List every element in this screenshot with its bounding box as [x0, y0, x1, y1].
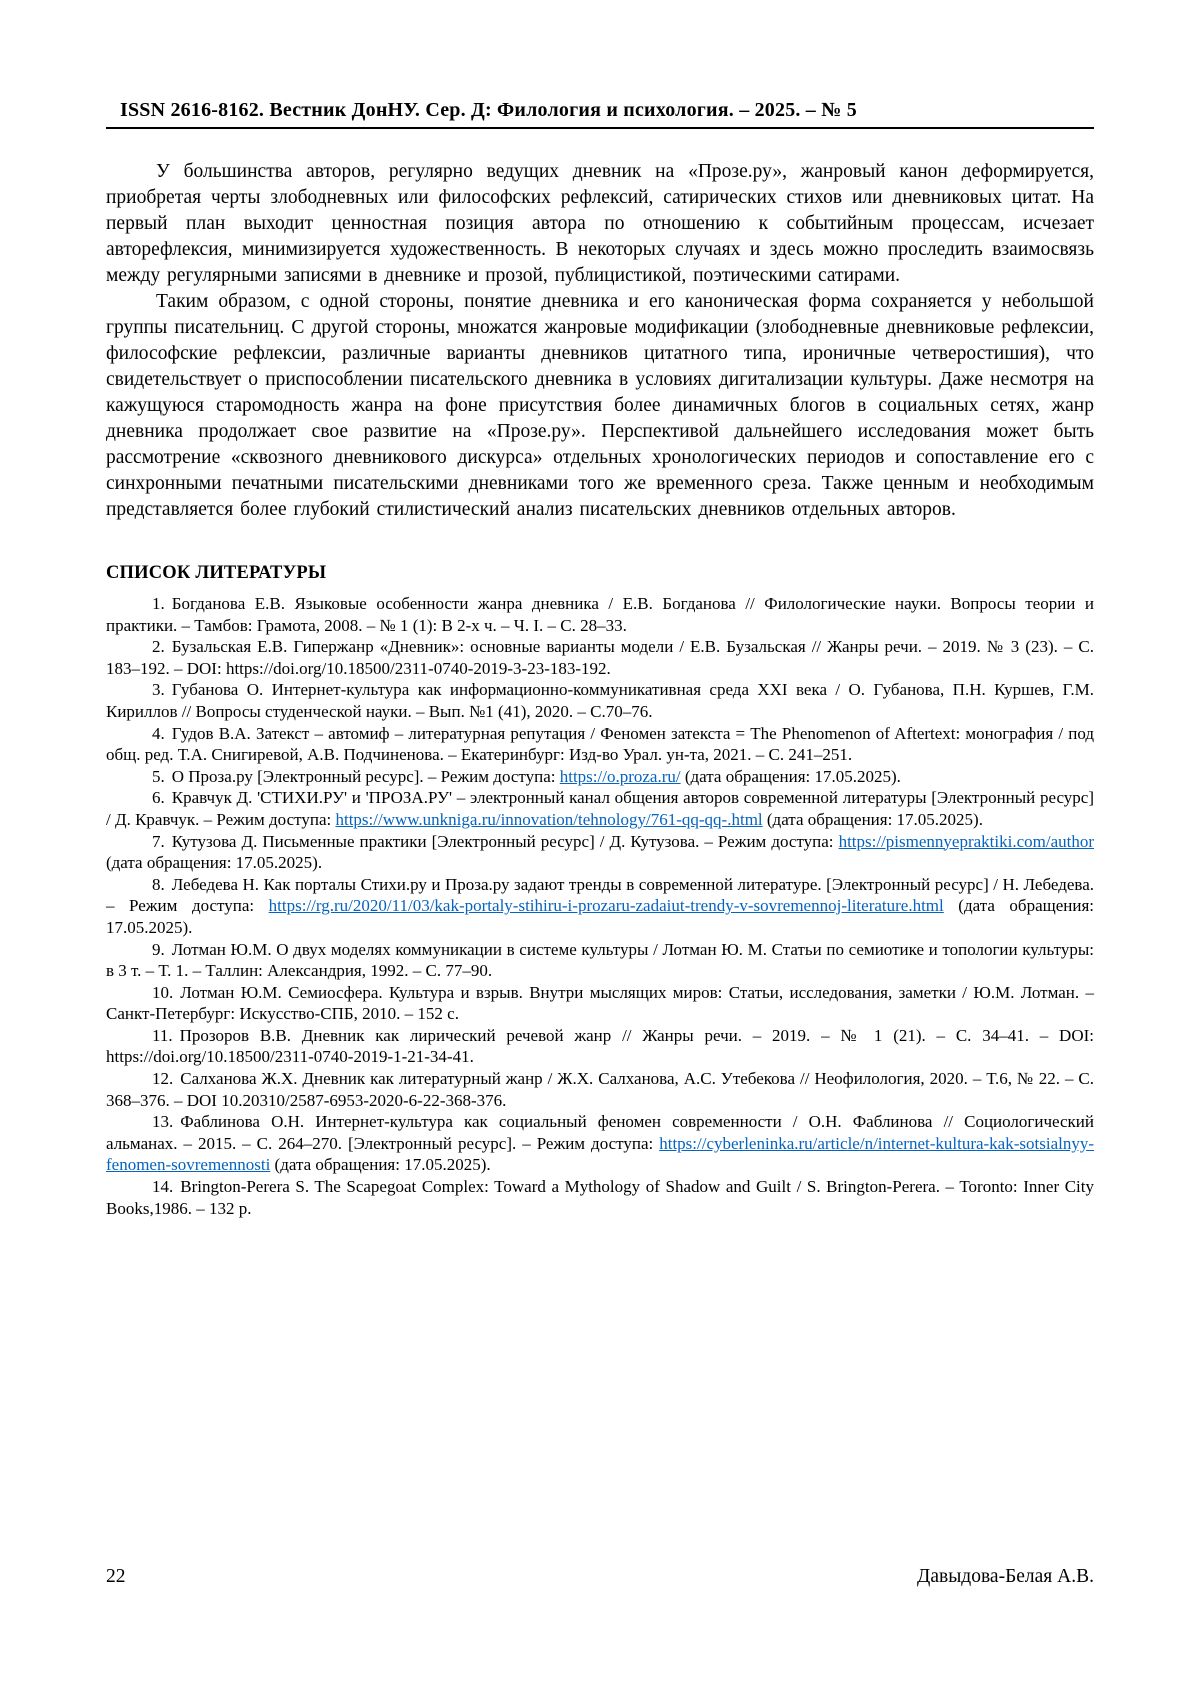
reference-item — [106, 831, 1094, 874]
reference-number: 6. — [152, 788, 165, 808]
reference-number: 10. — [152, 982, 174, 1002]
reference-text: Кутузова Д. Письменные практики [Электронный ресурс] / Д. Кутузова. – Режим доступа: — [171, 831, 839, 851]
reference-item — [106, 874, 1094, 939]
references-heading: СПИСОК ЛИТЕРАТУРЫ — [106, 563, 327, 583]
reference-number: 3. — [152, 680, 165, 700]
reference-item — [106, 1068, 1094, 1111]
reference-text: Гудов В.А. Затекст – автомиф – литературная репутация / Феномен затекста = The Phenomenon of Aftertext: монография / под общ. ред. Т.А. Снигиревой, А.В. Подчиненова. – Екатеринбург: Изд-во Урал. ун-та, 2021. – С. 241–251. — [106, 723, 1094, 765]
reference-number: 2. — [152, 637, 165, 657]
reference-item — [106, 1025, 1094, 1068]
reference-number: 12. — [152, 1069, 174, 1089]
reference-item — [106, 1176, 1094, 1219]
reference-text: (дата обращения: 17.05.2025). — [270, 1155, 491, 1175]
reference-text: Бузальская Е.В. Гипержанр «Дневник»: основные варианты модели / Е.В. Бузальская // Жанры речи. – 2019. № 3 (23). – С. 183–192. – DOI: https://doi.org/10.18500/2311-0740-2019-3-23-183-192. — [106, 637, 1094, 678]
reference-number: 9. — [152, 939, 165, 959]
reference-item — [106, 723, 1094, 766]
reference-link[interactable]: https://o.proza.ru/ — [559, 766, 681, 786]
reference-item — [106, 593, 1094, 636]
reference-item — [106, 982, 1094, 1025]
reference-text: Лотман Ю.М. О двух моделях коммуникации в системе культуры / Лотман Ю. М. Статьи по семиотике и топологии культуры: в 3 т. – Т. 1. – Таллин: Александрия, 1992. – С. 77–90. — [106, 939, 1094, 981]
reference-link[interactable]: https://www.unkniga.ru/innovation/tehnology/761-qq-qq-.html — [335, 809, 763, 829]
reference-text: Кравчук Д. 'СТИХИ.РУ' и 'ПРОЗА.РУ' – электронный канал общения авторов современной литературы [Электронный ресурс] / Д. Кравчук. – Режим доступа: — [106, 788, 1094, 829]
reference-link[interactable]: https://rg.ru/2020/11/03/kak-portaly-stihiru-i-prozaru-zadaiut-trendy-v-sovremennoj-literature.html — [268, 896, 944, 916]
reference-number: 1. — [152, 594, 165, 613]
reference-number: 14. — [152, 1177, 174, 1197]
page-number: 22 — [106, 1566, 126, 1587]
reference-text: (дата обращения: 17.05.2025). — [106, 853, 323, 873]
journal-header — [106, 98, 1094, 129]
reference-text: О Проза.ру [Электронный ресурс]. – Режим доступа: — [171, 766, 560, 786]
article-body — [106, 159, 1094, 523]
reference-link[interactable]: https://pismennyepraktiki.com/author — [838, 831, 1094, 851]
paragraph-2: Таким образом, с одной стороны, понятие дневника и его каноническая форма сохраняется у небольшой группы писательниц. С другой стороны, множатся жанровые модификации (злободневные дневниковые рефлексии, философские рефлексии, различные варианты дневников цитатного типа, ироничные четверостишия), что свидетельствует о приспособлении писательского дневника в условиях дигитализации культуры. Даже несмотря на кажущуюся старомодность жанра на фоне присутствия более динамичных блогов в социальных сетях, жанр дневника продолжает свое развитие на «Прозе.ру». Перспективой дальнейшего исследования может быть рассмотрение «сквозного дневникового дискурса» отдельных хронологических периодов и сопоставление его с синхронными печатными писательскими дневниками того же временного среза. Также ценным и необходимым представляется более глубокий стилистический анализ писательских дневников отдельных авторов. — [106, 291, 1094, 520]
reference-item — [106, 766, 1094, 788]
reference-text: Brington-Perera S. The Scapegoat Complex: Toward a Mythology of Shadow and Guilt / S. Brington-Perera. – Toronto: Inner City Books,1986. – 132 p. — [106, 1177, 1094, 1218]
reference-number: 5. — [152, 766, 165, 786]
reference-text: Прозоров В.В. Дневник как лирический речевой жанр // Жанры речи. – 2019. – № 1 (21). – С. 34–41. – DOI: https://doi.org/10.18500/2311-0740-2019-1-21-34-41. — [106, 1025, 1094, 1067]
paragraph-1: У большинства авторов, регулярно ведущих дневник на «Прозе.ру», жанровый канон деформируется, приобретая черты злободневных или философских рефлексий, сатирических стихов или дневниковых цитат. На первый план выходит ценностная позиция автора по отношению к событийным процессам, исчезает авторефлексия, минимизируется художественность. В некоторых случаях и здесь можно проследить взаимосвязь между регулярными записями в дневнике и прозой, публицистикой, поэтическими сатирами. — [106, 161, 1094, 286]
reference-text: Лебедева Н. Как порталы Стихи.ру и Проза.ру задают тренды в современной литературе. [Электронный ресурс] / Н. Лебедева. – Режим доступа: — [106, 874, 1094, 916]
reference-item — [106, 939, 1094, 982]
reference-item — [106, 787, 1094, 830]
page-footer — [106, 1566, 1094, 1588]
reference-text: (дата обращения: 17.05.2025). — [106, 896, 1094, 937]
reference-text: (дата обращения: 17.05.2025). — [762, 809, 983, 829]
reference-text: Губанова О. Интернет-культура как информационно-коммуникативная среда XXI века / О. Губанова, П.Н. Куршев, Г.М. Кириллов // Вопросы студенческой науки. – Вып. №1 (41), 2020. – С.70–76. — [106, 680, 1094, 721]
reference-text: Фаблинова О.Н. Интернет-культура как социальный феномен современности / О.Н. Фаблинова // Социологический альманах. – 2015. – С. 264–270. [Электронный ресурс]. – Режим доступа: — [106, 1112, 1094, 1153]
references-list — [106, 593, 1094, 1219]
reference-number: 4. — [152, 723, 165, 743]
reference-item — [106, 636, 1094, 679]
reference-text: Лотман Ю.М. Семиосфера. Культура и взрыв. Внутри мыслящих миров: Статьи, исследования, заметки / Ю.М. Лотман. – Санкт-Петербург: Искусство-СПБ, 2010. – 152 с. — [106, 982, 1094, 1024]
reference-text: (дата обращения: 17.05.2025). — [680, 766, 901, 786]
reference-text: Богданова Е.В. Языковые особенности жанра дневника / Е.В. Богданова // Филологические науки. Вопросы теории и практики. – Тамбов: Грамота, 2008. – № 1 (1): В 2-х ч. – Ч. I. – С. 28–33. — [106, 594, 1094, 635]
reference-number: 11. — [152, 1025, 173, 1045]
journal-header-text: ISSN 2616-8162. Вестник ДонНУ. Сер. Д: Филология и психология. – 2025. – № 5 — [120, 99, 857, 121]
author-name: Давыдова-Белая А.В. — [917, 1566, 1094, 1587]
reference-item — [106, 1111, 1094, 1176]
reference-number: 8. — [152, 874, 165, 894]
reference-item — [106, 679, 1094, 722]
reference-number: 7. — [152, 831, 165, 851]
reference-text: Салханова Ж.Х. Дневник как литературный жанр / Ж.Х. Салханова, А.С. Утебекова // Неофилология, 2020. – Т.6, № 22. – С. 368–376. – DOI 10.20310/2587-6953-2020-6-22-368-376. — [106, 1069, 1094, 1110]
reference-link[interactable]: https://cyberleninka.ru/article/n/internet-kultura-kak-sotsialnyy-fenomen-sovremennosti — [106, 1133, 1094, 1175]
reference-number: 13. — [152, 1112, 174, 1132]
